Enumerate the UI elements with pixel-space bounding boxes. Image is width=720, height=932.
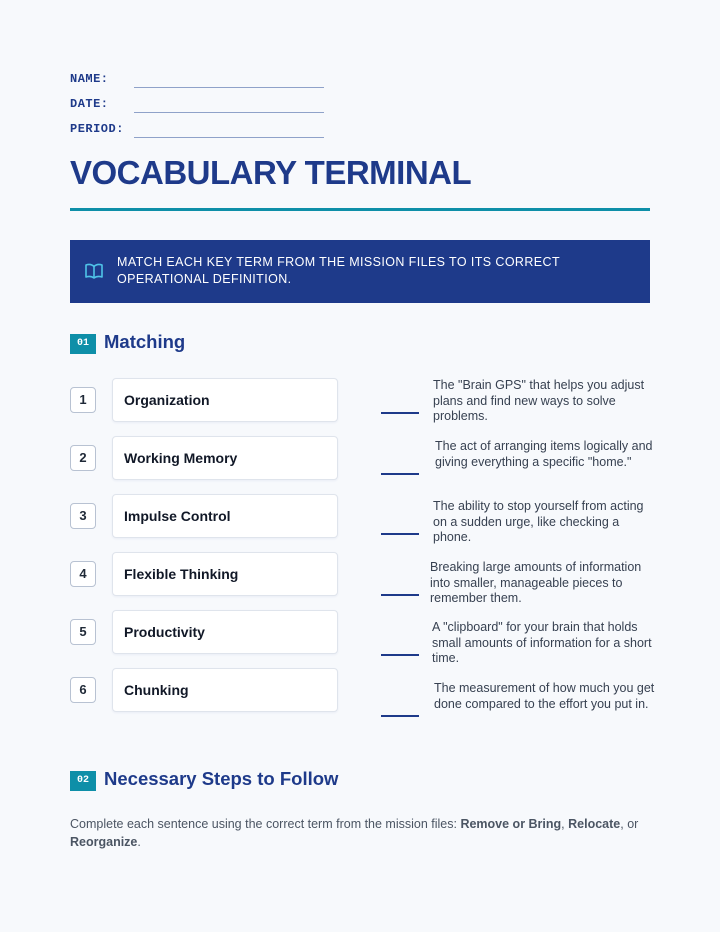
separator: or xyxy=(627,817,639,831)
definition-text: A "clipboard" for your brain that holds small amounts of information for a short time. xyxy=(432,620,652,665)
date-blank-line[interactable] xyxy=(134,112,324,113)
term-number: 6 xyxy=(70,677,96,703)
answer-blank[interactable] xyxy=(381,654,419,656)
term-number: 3 xyxy=(70,503,96,529)
instruction-text: MATCH EACH KEY TERM FROM THE MISSION FILES TO ITS CORRECT OPERATIONAL DEFINITION. xyxy=(117,255,560,286)
term-number: 4 xyxy=(70,561,96,587)
sentence-end: . xyxy=(137,835,141,849)
term-card: Working Memory xyxy=(112,436,338,480)
answer-blank[interactable] xyxy=(381,473,419,475)
term-number: 2 xyxy=(70,445,96,471)
option-reorganize: Reorganize xyxy=(70,835,138,849)
separator: , xyxy=(620,817,624,831)
book-open-icon xyxy=(84,262,104,280)
term-card: Productivity xyxy=(112,610,338,654)
period-blank-line[interactable] xyxy=(134,137,324,138)
page-title: VOCABULARY TERMINAL xyxy=(70,154,472,191)
definition-text: The measurement of how much you get done compared to the effort you put in. xyxy=(434,681,655,711)
definition-text: The "Brain GPS" that helps you adjust plans and find new ways to solve problems. xyxy=(433,378,645,423)
term-card: Impulse Control xyxy=(112,494,338,538)
section-title: Matching xyxy=(104,331,186,352)
option-relocate: Relocate xyxy=(568,817,621,831)
answer-blank[interactable] xyxy=(381,533,419,535)
steps-instructions xyxy=(70,815,660,851)
term-number: 1 xyxy=(70,387,96,413)
section-title: Necessary Steps to Follow xyxy=(104,768,339,789)
term-card: Organization xyxy=(112,378,338,422)
term-card: Flexible Thinking xyxy=(112,552,338,596)
steps-intro-text: Complete each sentence using the correct term from the mission files: xyxy=(70,817,461,831)
option-remove-or-bring: Remove or Bring xyxy=(460,817,562,831)
definition-text: The ability to stop yourself from acting on a sudden urge, like checking a phone. xyxy=(433,499,644,544)
answer-blank[interactable] xyxy=(381,594,419,596)
date-label: DATE: xyxy=(70,97,109,111)
answer-blank[interactable] xyxy=(381,715,419,717)
section-number-badge: 01 xyxy=(70,334,96,354)
instruction-banner xyxy=(70,240,650,303)
answer-blank[interactable] xyxy=(381,412,419,414)
name-blank-line[interactable] xyxy=(134,87,324,88)
term-card: Chunking xyxy=(112,668,338,712)
definition-text: Breaking large amounts of information into smaller, manageable pieces to remember them. xyxy=(430,560,642,605)
period-label: PERIOD: xyxy=(70,122,124,136)
name-label: NAME: xyxy=(70,72,109,86)
definition-text: The act of arranging items logically and giving everything a specific "home." xyxy=(435,439,653,469)
section-number-badge: 02 xyxy=(70,771,96,791)
separator: , xyxy=(561,817,569,831)
title-divider xyxy=(70,208,650,211)
term-number: 5 xyxy=(70,619,96,645)
